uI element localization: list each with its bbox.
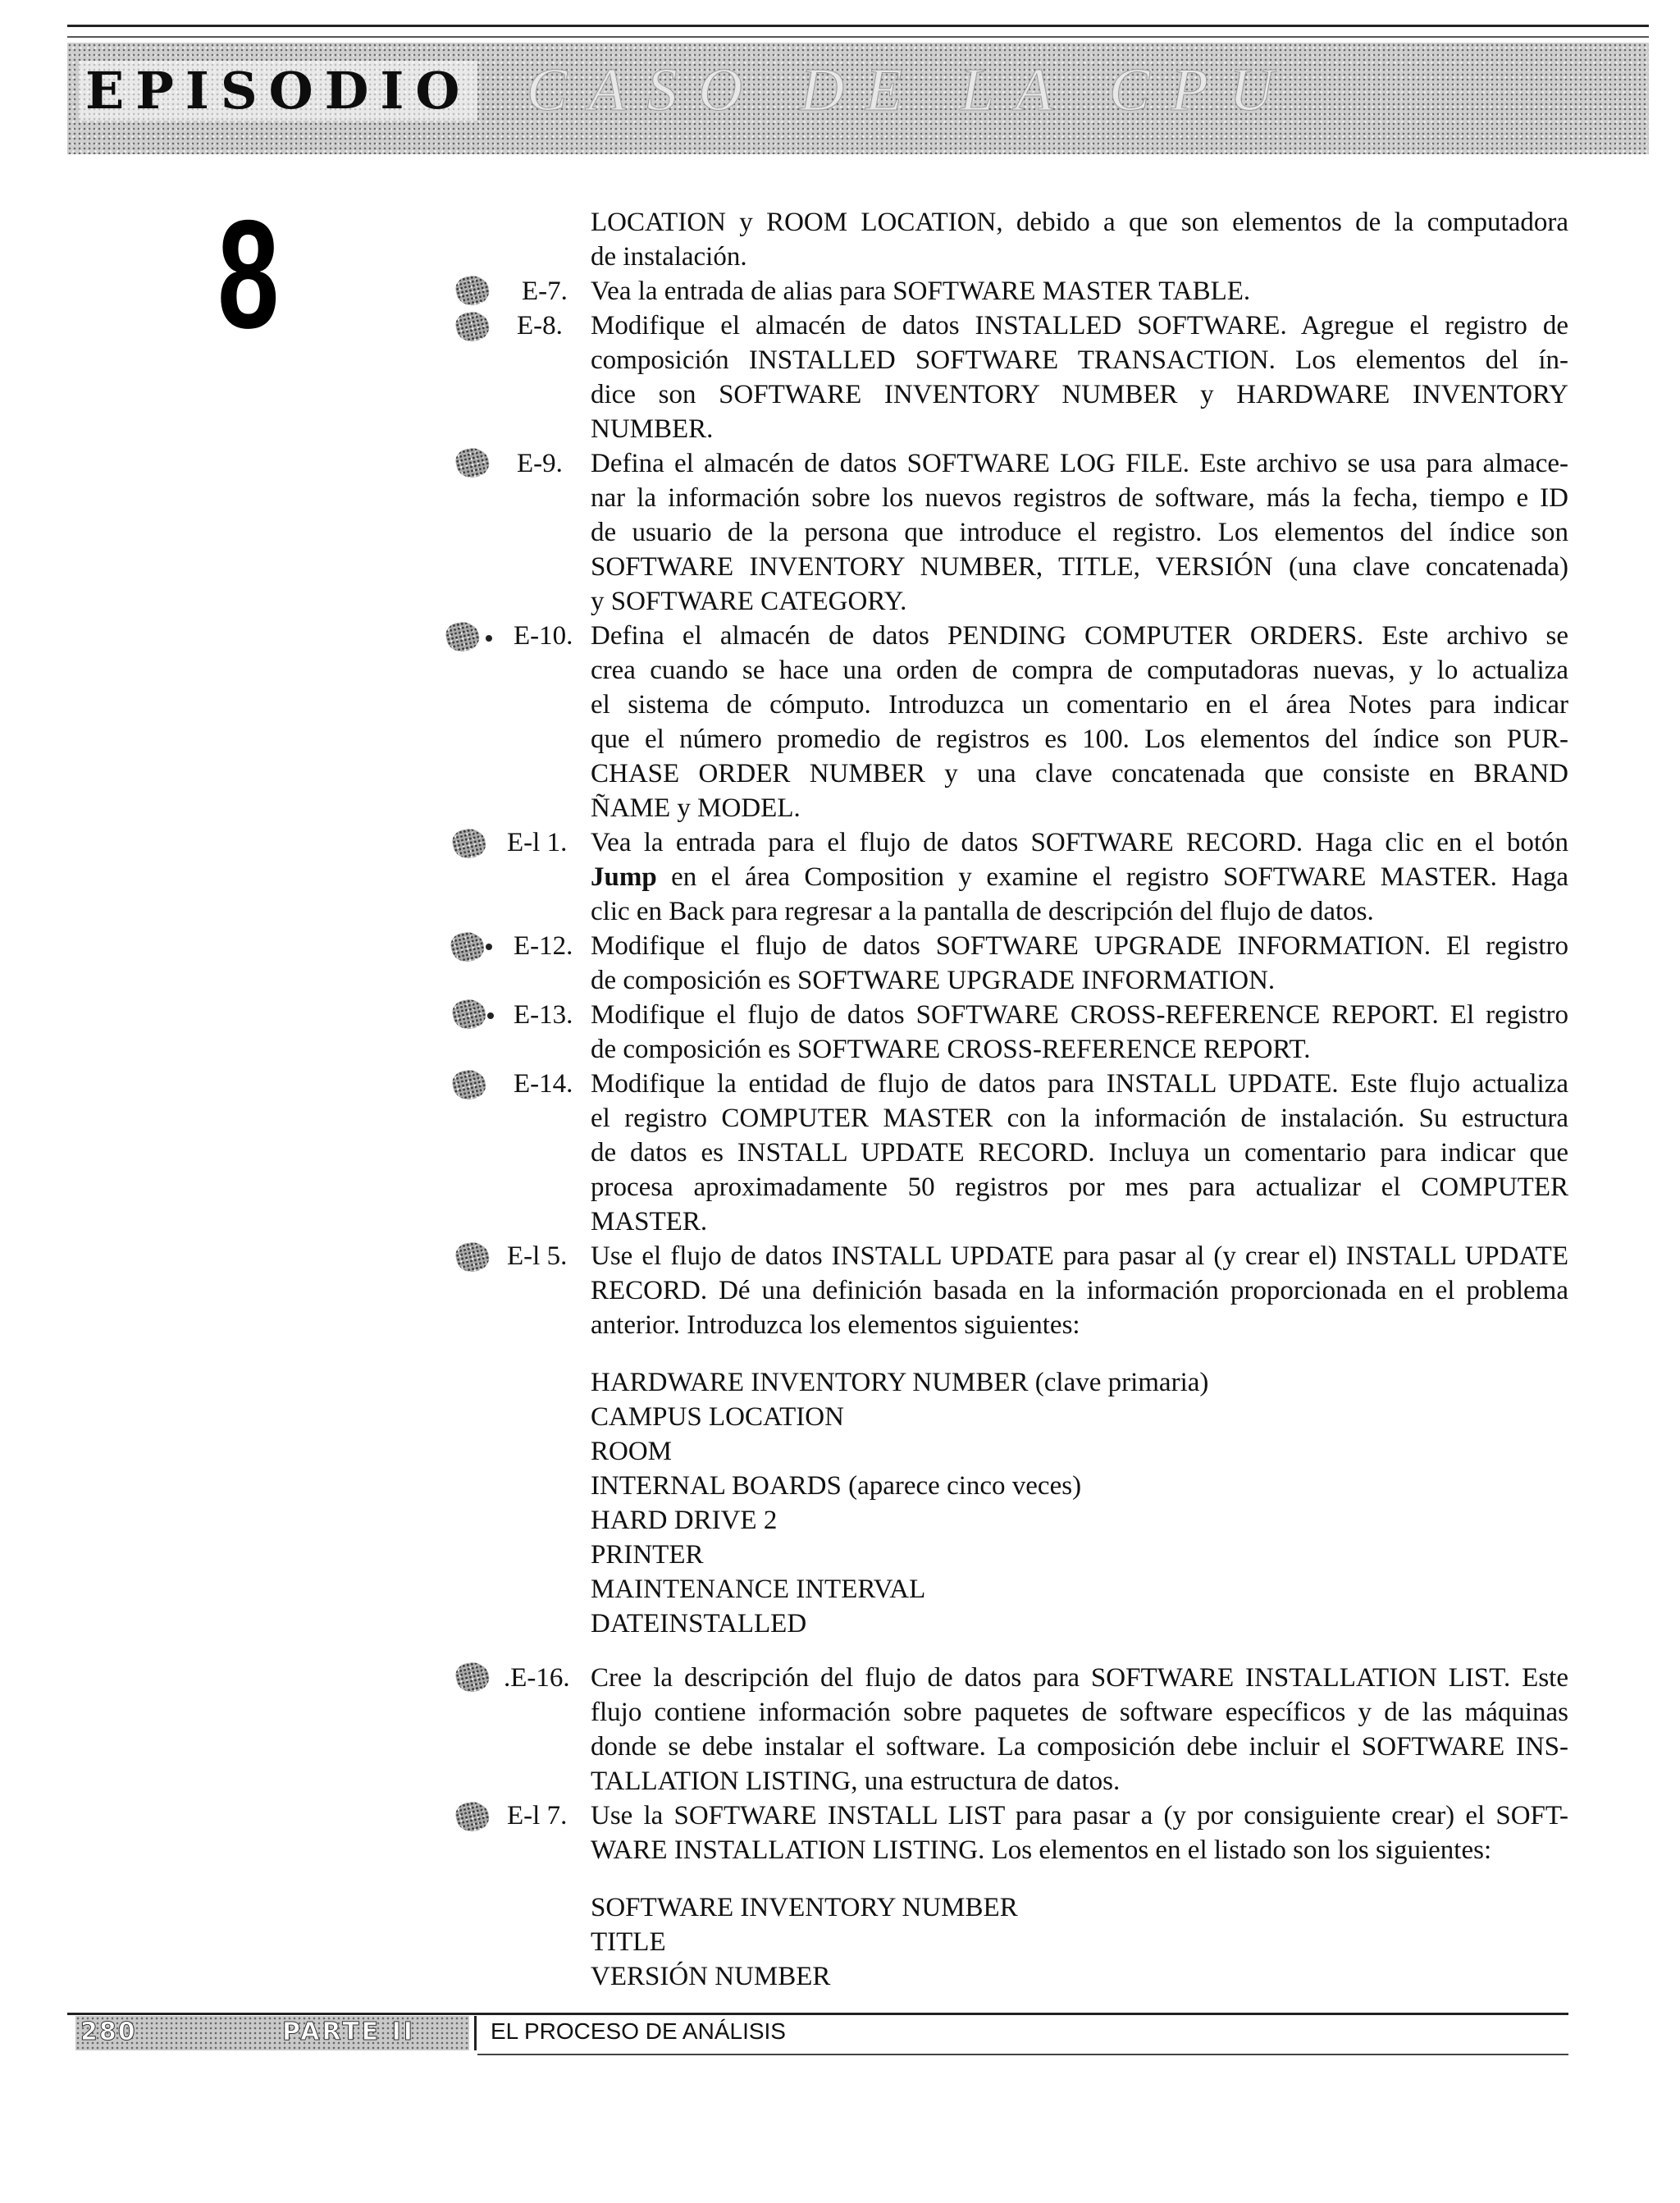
text-line: crea cuando se hace una orden de compra de computadoras nuevas, y lo actualiza <box>591 656 1568 685</box>
bullet-dot <box>487 1012 494 1019</box>
text-line: ÑAME y MODEL. <box>591 793 801 823</box>
episode-subtitle: CASO DE LA CPU <box>527 57 1295 124</box>
exercise-label: E-10. <box>514 621 573 651</box>
text-line: Defina el almacén de datos SOFTWARE LOG FILE. Este archivo se usa para almace- <box>591 449 1568 478</box>
disk-icon <box>449 929 487 965</box>
chapter-number: 8 <box>217 188 280 360</box>
list-item: VERSIÓN NUMBER <box>591 1962 831 1991</box>
list-item: CAMPUS LOCATION <box>591 1402 844 1432</box>
text-line: NUMBER. <box>591 414 714 444</box>
text-line: de instalación. <box>591 242 747 272</box>
text-line: que el número promedio de registros es 100. Los elementos del índice son PUR- <box>591 724 1568 754</box>
text-line: de usuario de la persona que introduce el registro. Los elementos del índice son <box>591 518 1568 547</box>
jump-keyword: Jump <box>591 862 657 892</box>
list-item: TITLE <box>591 1927 666 1957</box>
footer-band <box>75 2016 469 2050</box>
text-line: LOCATION y ROOM LOCATION, debido a que son elementos de la computadora <box>591 208 1568 237</box>
footer-rule <box>67 2013 1568 2015</box>
list-item: PRINTER <box>591 1540 704 1570</box>
disk-icon <box>450 996 489 1032</box>
exercise-label: E-13. <box>514 1000 573 1030</box>
text-line: de composición es SOFTWARE UPGRADE INFORMATION. <box>591 966 1276 995</box>
exercise-label: E-12. <box>514 931 573 961</box>
text-line: Defina el almacén de datos PENDING COMPUTER ORDERS. Este archivo se <box>591 621 1568 651</box>
text-line: Use la SOFTWARE INSTALL LIST para pasar a (y por consiguiente crear) el SOFT- <box>591 1801 1568 1831</box>
text-line: SOFTWARE INVENTORY NUMBER, TITLE, VERSIÓN (una clave concatenada) <box>591 552 1568 582</box>
list-item: HARD DRIVE 2 <box>591 1506 778 1535</box>
page-number: 280 <box>80 2018 137 2046</box>
text-line: el registro COMPUTER MASTER con la información de instalación. Su estructura <box>591 1104 1568 1133</box>
top-rule-secondary <box>67 36 1649 38</box>
text-line: Modifique el flujo de datos SOFTWARE CROSS-REFERENCE REPORT. El registro <box>591 1000 1568 1030</box>
text-line: clic en Back para regresar a la pantalla de descripción del flujo de datos. <box>591 897 1374 926</box>
exercise-label: E-l 7. <box>507 1801 568 1831</box>
disk-icon <box>454 1659 492 1695</box>
disk-icon <box>454 445 492 481</box>
text-line: Modifique la entidad de flujo de datos para INSTALL UPDATE. Este flujo actualiza <box>591 1069 1568 1099</box>
episode-header-band <box>67 43 1649 154</box>
text-line: flujo contiene información sobre paquetes de software específicos y de las máquinas <box>591 1698 1568 1727</box>
disk-icon <box>450 825 489 862</box>
text-line: nar la información sobre los nuevos registros de software, más la fecha, tiempo e ID <box>591 483 1568 513</box>
bullet-dot <box>486 635 492 642</box>
text-line: Modifique el almacén de datos INSTALLED SOFTWARE. Agregue el registro de <box>591 311 1568 341</box>
text-line: Vea la entrada para el flujo de datos SOFTWARE RECORD. Haga clic en el botón <box>591 828 1568 857</box>
disk-icon <box>454 272 492 309</box>
text-line: Use el flujo de datos INSTALL UPDATE para pasar al (y crear el) INSTALL UPDATE <box>591 1241 1568 1271</box>
text-line: Cree la descripción del flujo de datos para SOFTWARE INSTALLATION LIST. Este <box>591 1663 1568 1693</box>
text-line: WARE INSTALLATION LISTING. Los elementos en el listado son los siguientes: <box>591 1835 1492 1865</box>
list-item: DATEINSTALLED <box>591 1609 807 1639</box>
text-line: donde se debe instalar el software. La composición debe incluir el SOFTWARE INS- <box>591 1732 1568 1762</box>
disk-icon <box>444 619 482 655</box>
footer-divider <box>474 2016 477 2050</box>
episode-label: EPISODIO <box>79 61 477 121</box>
text-line: de datos es INSTALL UPDATE RECORD. Incluya un comentario para indicar que <box>591 1138 1568 1168</box>
disk-icon <box>454 1799 492 1835</box>
section-title: EL PROCESO DE ANÁLISIS <box>491 2018 786 2044</box>
text-line: dice son SOFTWARE INVENTORY NUMBER y HARDWARE INVENTORY <box>591 380 1568 409</box>
list-item: HARDWARE INVENTORY NUMBER (clave primaria) <box>591 1368 1209 1397</box>
text-line: Vea la entrada de alias para SOFTWARE MASTER TABLE. <box>591 277 1251 306</box>
text-line: y SOFTWARE CATEGORY. <box>591 587 907 616</box>
text-line: composición INSTALLED SOFTWARE TRANSACTION. Los elementos del ín- <box>591 345 1568 375</box>
exercise-label: E-9. <box>517 449 563 478</box>
text-line: Jump en el área Composition y examine el registro SOFTWARE MASTER. Haga <box>591 862 1568 892</box>
list-item: ROOM <box>591 1437 673 1466</box>
disk-icon <box>454 1239 492 1275</box>
disk-icon <box>450 1067 489 1103</box>
exercise-label: E-8. <box>517 311 563 341</box>
text-line: Modifique el flujo de datos SOFTWARE UPGRADE INFORMATION. El registro <box>591 931 1568 961</box>
text-line: CHASE ORDER NUMBER y una clave concatenada que consiste en BRAND <box>591 759 1568 788</box>
text-line: TALLATION LISTING, una estructura de datos. <box>591 1767 1121 1796</box>
text-line: de composición es SOFTWARE CROSS-REFERENCE REPORT. <box>591 1035 1311 1064</box>
disk-icon <box>454 309 492 345</box>
exercise-label: E-14. <box>514 1069 573 1099</box>
part-label: PARTE II <box>282 2018 415 2046</box>
text-line: MASTER. <box>591 1207 708 1236</box>
text-line: procesa aproximadamente 50 registros por mes para actualizar el COMPUTER <box>591 1172 1568 1202</box>
text-line: anterior. Introduzca los elementos siguientes: <box>591 1310 1080 1340</box>
exercise-label: .E-16. <box>504 1663 570 1693</box>
text-line: el sistema de cómputo. Introduzca un comentario en el área Notes para indicar <box>591 690 1568 720</box>
top-rule <box>67 25 1649 27</box>
exercise-label: E-l 1. <box>507 828 568 857</box>
list-item: SOFTWARE INVENTORY NUMBER <box>591 1893 1018 1922</box>
bullet-dot <box>486 944 492 950</box>
list-item: INTERNAL BOARDS (aparece cinco veces) <box>591 1471 1082 1501</box>
footer-rule-secondary <box>477 2054 1568 2055</box>
exercise-label: E-7. <box>522 277 568 306</box>
text-line: RECORD. Dé una definición basada en la información proporcionada en el problema <box>591 1276 1568 1305</box>
list-item: MAINTENANCE INTERVAL <box>591 1575 926 1604</box>
exercise-label: E-l 5. <box>507 1241 568 1271</box>
